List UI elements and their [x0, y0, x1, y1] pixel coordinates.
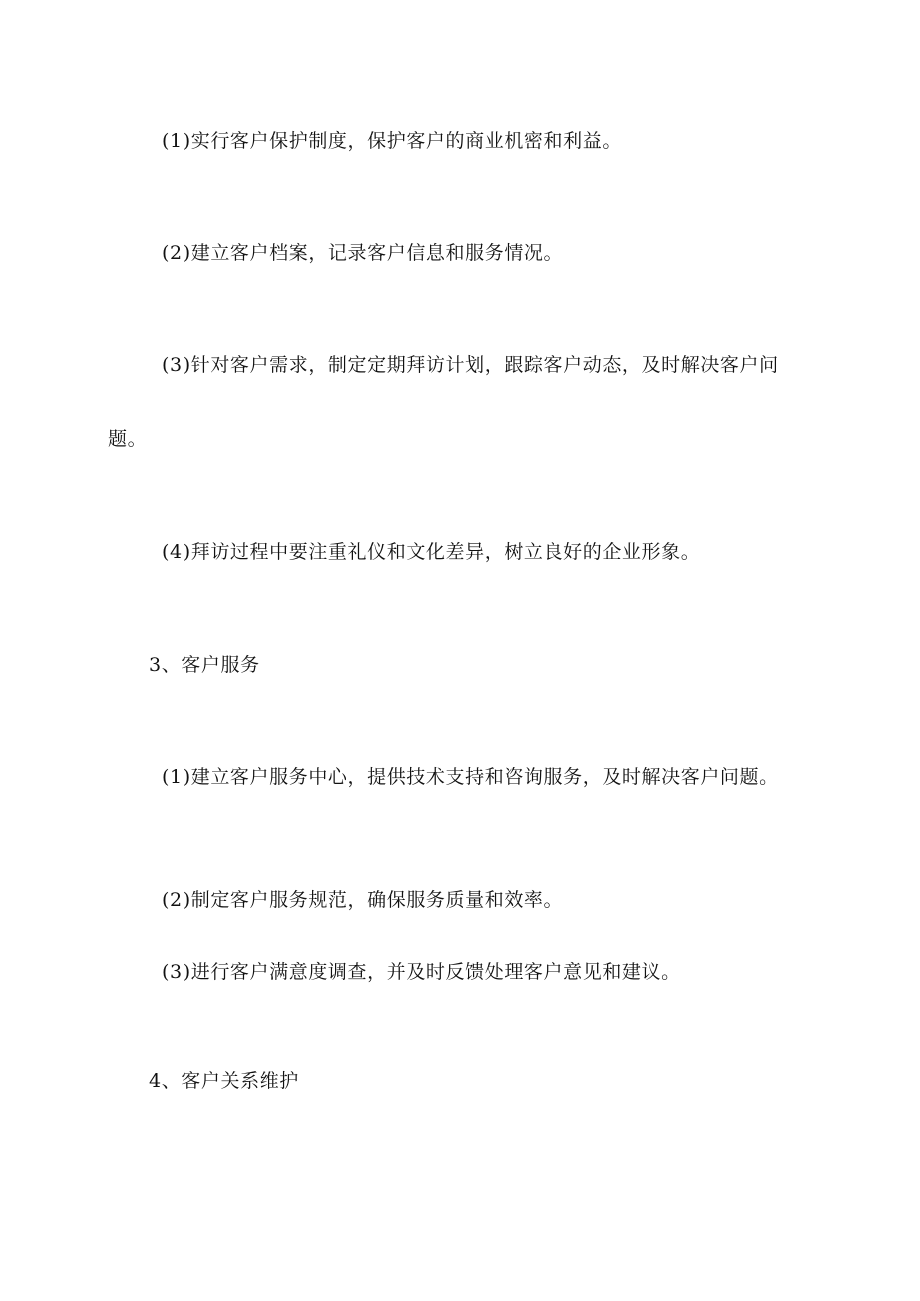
paragraph-3-1: (1)建立客户服务中心，提供技术支持和咨询服务，及时解决客户问题。 [162, 766, 779, 788]
paragraph-2-3-continued: 题。 [108, 428, 148, 450]
paragraph-3-2: (2)制定客户服务规范，确保服务质量和效率。 [162, 889, 564, 911]
section-3-heading: 3、客户服务 [149, 654, 260, 676]
paragraph-2-3: (3)针对客户需求，制定定期拜访计划，跟踪客户动态，及时解决客户问 [162, 354, 779, 376]
paragraph-3-3: (3)进行客户满意度调查，并及时反馈处理客户意见和建议。 [162, 961, 681, 983]
section-4-heading: 4、客户关系维护 [149, 1070, 299, 1092]
paragraph-2-2: (2)建立客户档案，记录客户信息和服务情况。 [162, 242, 564, 264]
paragraph-2-4: (4)拜访过程中要注重礼仪和文化差异，树立良好的企业形象。 [162, 541, 701, 563]
paragraph-2-1: (1)实行客户保护制度，保护客户的商业机密和利益。 [162, 130, 622, 152]
